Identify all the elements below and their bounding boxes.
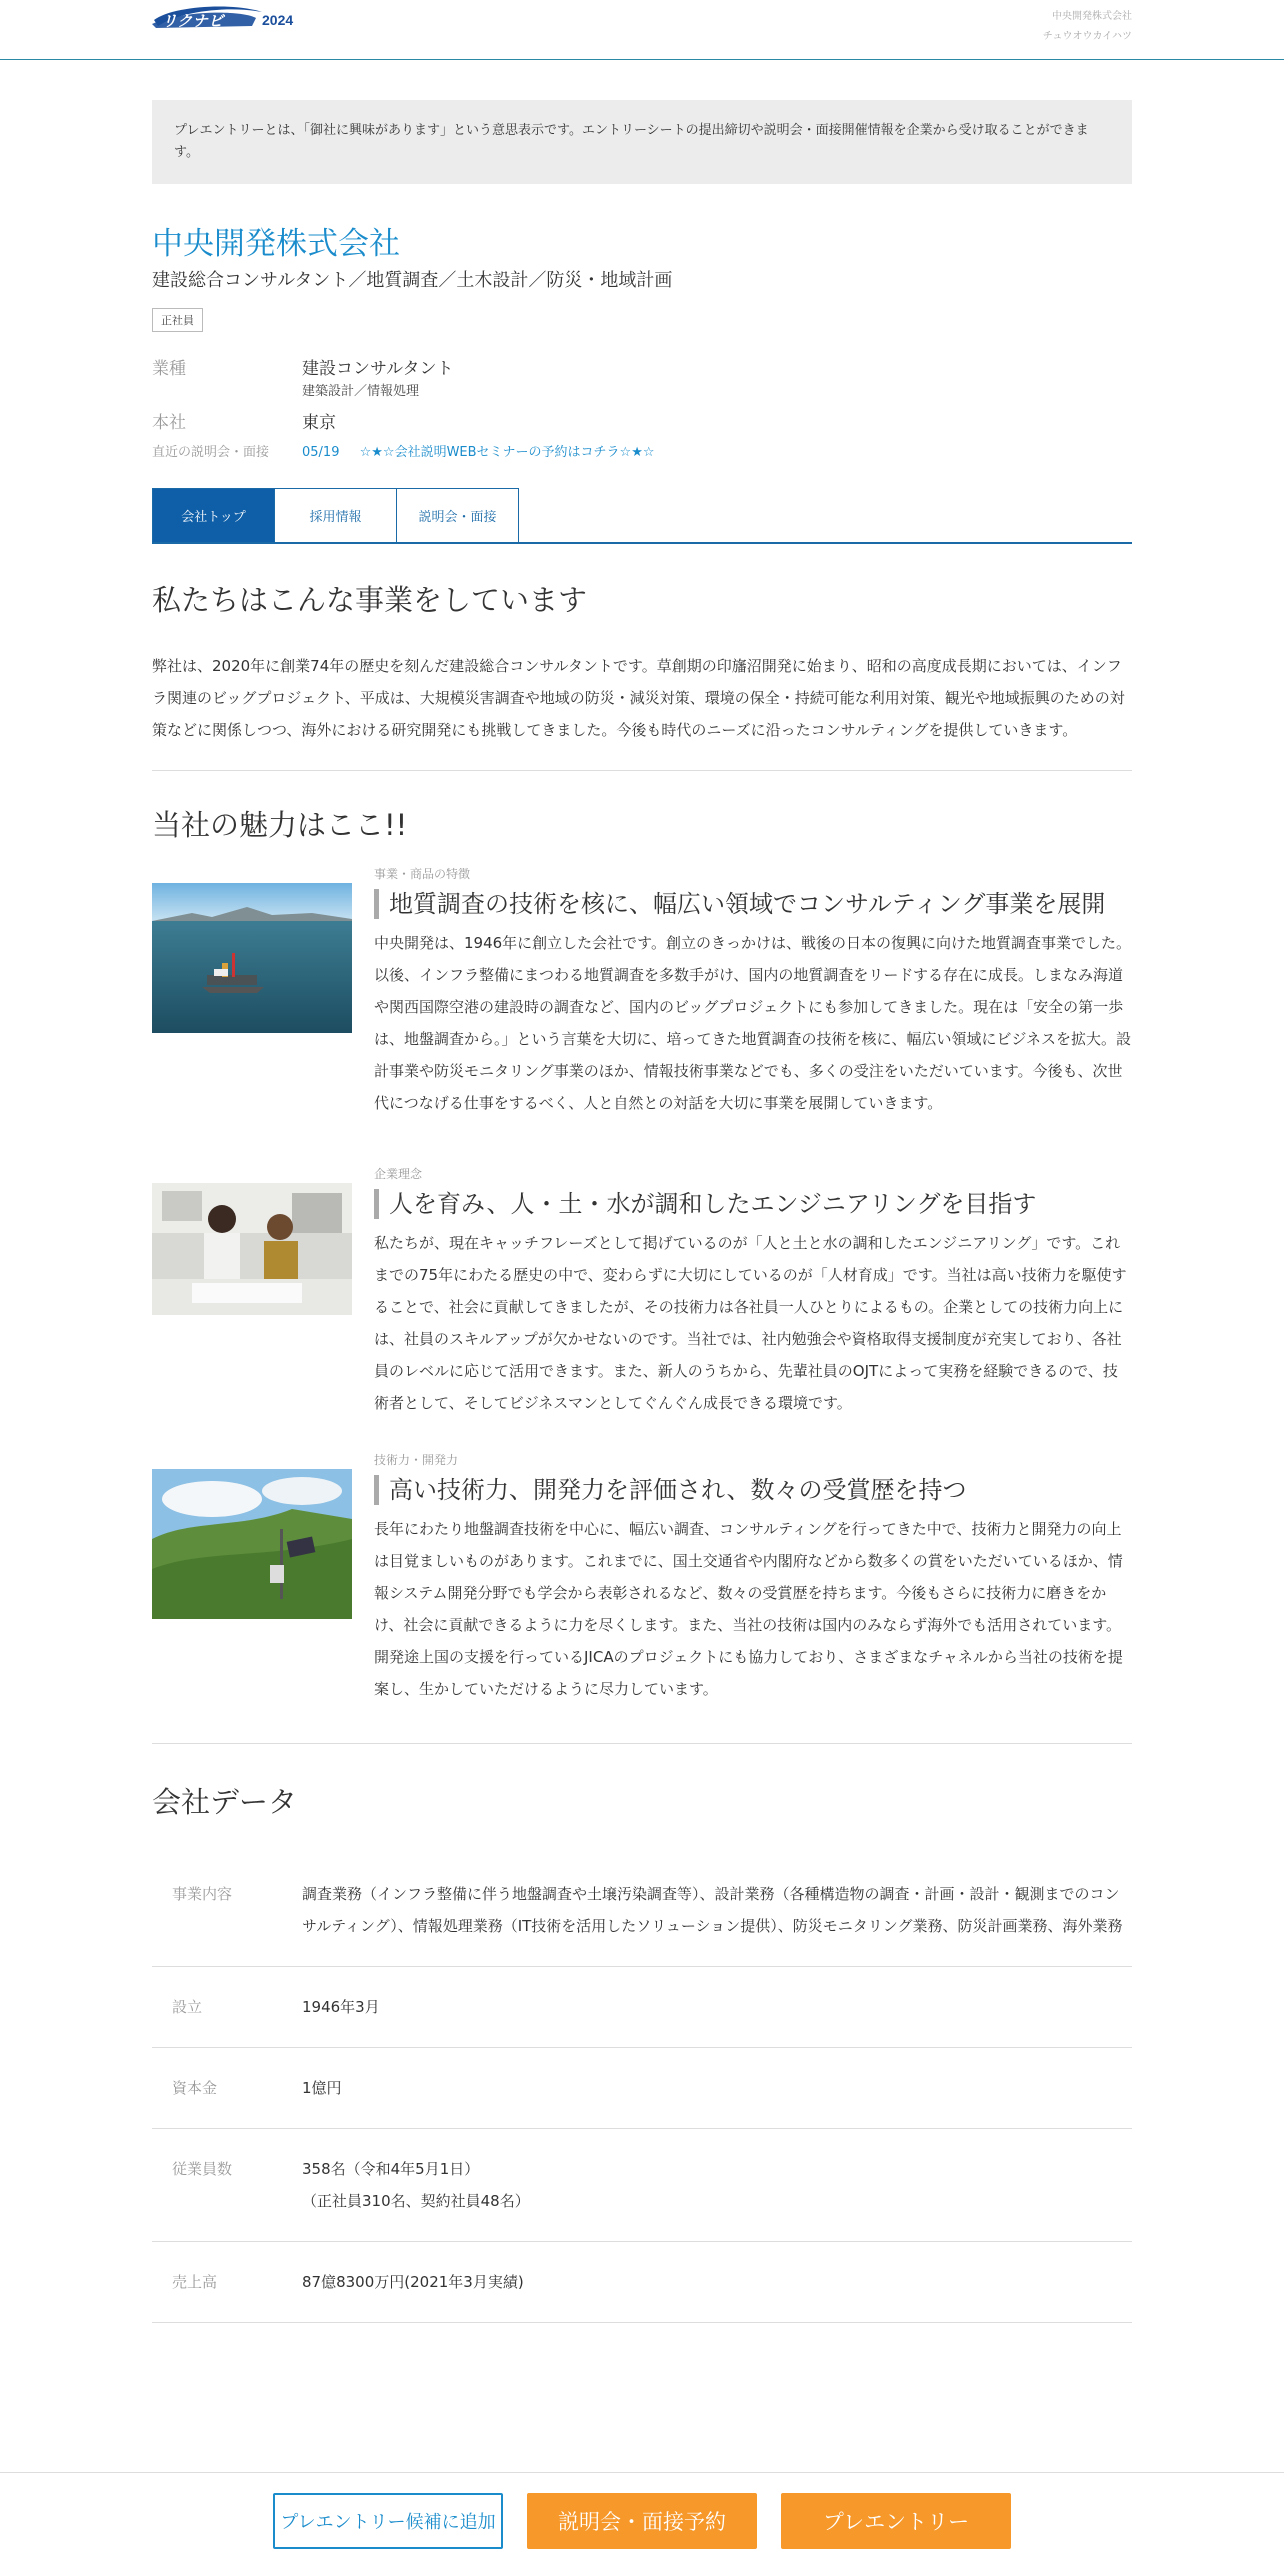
- row-value: 1946年3月: [302, 1998, 380, 2016]
- seminar-link[interactable]: [302, 440, 1132, 466]
- seminar-reservation-button[interactable]: 説明会・面接予約: [527, 2493, 757, 2549]
- company-name: 中央開発株式会社: [152, 226, 400, 262]
- pre-entry-notice: プレエントリーとは、「御社に興味があります」という意思表示です。エントリーシートの提出締切や説明会・面接開催情報を企業から受け取ることができます。: [152, 100, 1132, 184]
- appeal-category: 技術力・開発力: [374, 1453, 459, 1467]
- site-header: [0, 0, 1284, 60]
- industry-label: 業種: [152, 359, 186, 379]
- company-tabs: [152, 488, 1132, 544]
- seminar-text: ☆★☆会社説明WEBセミナーの予約はコチラ☆★☆: [359, 445, 655, 460]
- employment-type-badge: 正社員: [152, 308, 203, 332]
- seminar-row: [152, 440, 1132, 466]
- action-bar: [0, 2472, 1284, 2568]
- business-heading: 私たちはこんな事業をしています: [152, 583, 588, 617]
- appeal-item: [152, 865, 1132, 1119]
- logo-text: リクナビ: [162, 13, 224, 30]
- industry-sub: 建築設計／情報処理: [302, 384, 420, 399]
- row-label: 設立: [172, 1998, 203, 2016]
- appeal-section: [152, 805, 1132, 1705]
- business-text: 弊社は、2020年に創業74年の歴史を刻んだ建設総合コンサルタントです。草創期の印旛沼開発に始まり、昭和の高度成長期においては、インフラ関連のビッグプロジェクト、平成は、大規模災害調査や地域の防災・減災対策、環境の保全・持続可能な利用対策、観光や地域振興のための対策などに関係しつつ、海外における研究開発にも挑戦してきました。今後も時代のニーズに沿ったコンサルティングを提供していきます。: [152, 657, 1125, 739]
- row-label: 従業員数: [172, 2160, 233, 2178]
- field-monitoring-photo: [152, 1469, 352, 1619]
- engineers-photo: [152, 1183, 352, 1315]
- row-label: 事業内容: [172, 1885, 233, 1903]
- row-value: 87億8300万円(2021年3月実績): [302, 2273, 524, 2291]
- appeal-title: 高い技術力、開発力を評価され、数々の受賞歴を持つ: [374, 1475, 1132, 1505]
- row-label: 資本金: [172, 2079, 218, 2097]
- appeal-text: 私たちが、現在キャッチフレーズとして掲げているのが「人と土と水の調和したエンジニアリング」です。これまでの75年にわたる歴史の中で、変わらずに大切にしているのが「人材育成」です。当社は高い技術力を駆使することで、社会に貢献してきましたが、その技術力は各社員一人ひとりによるもの。企業としての技術力向上には、社員のスキルアップが欠かせないのです。当社では、社内勉強会や資格取得支援制度が充実しており、各社員のレベルに応じて活用できます。また、新人のうちから、先輩社員のOJTによって実務を経験できるので、技術者として、そしてビジネスマンとしてぐんぐん成長できる環境です。: [374, 1234, 1127, 1412]
- table-row: [152, 2129, 1132, 2242]
- logo-year: 2024: [262, 12, 294, 28]
- main-content: [152, 100, 1132, 2323]
- row-value-sub: （正社員310名、契約社員48名）: [302, 2192, 530, 2210]
- divider: [152, 770, 1132, 771]
- company-meta: [152, 356, 1132, 466]
- row-value: 358名（令和4年5月1日）: [302, 2160, 480, 2178]
- seminar-date: 05/19: [302, 445, 340, 460]
- site-logo[interactable]: [152, 4, 302, 32]
- drilling-ship-photo: [152, 883, 352, 1033]
- header-company: [1043, 7, 1132, 47]
- seminar-label: 直近の説明会・面接: [152, 445, 270, 460]
- company-subtitle: 建設総合コンサルタント／地質調査／土木設計／防災・地域計画: [152, 270, 673, 291]
- divider: [152, 1743, 1132, 1744]
- header-company-name: 中央開発株式会社: [1052, 11, 1132, 22]
- business-section: [152, 580, 1132, 746]
- appeal-item: [152, 1451, 1132, 1705]
- company-data-heading: 会社データ: [152, 1785, 298, 1819]
- appeal-text: 長年にわたり地盤調査技術を中心に、幅広い調査、コンサルティングを行ってきた中で、技術力と開発力の向上は目覚ましいものがあります。これまでに、国土交通省や内閣府などから数多くの賞をいただいているほか、情報システム開発分野でも学会から表彰されるなど、数々の受賞歴を持ちます。今後もさらに技術力に磨きをかけ、社会に貢献できるように力を尽くします。また、当社の技術は国内のみならず海外でも活用されています。開発途上国の支援を行っているJICAのプロジェクトにも協力しており、さまざまなチャネルから当社の技術を提案し、生かしていただけるように尽力しています。: [374, 1520, 1123, 1698]
- table-row: [152, 1854, 1132, 1967]
- row-value: 調査業務（インフラ整備に伴う地盤調査や土壌汚染調査等）、設計業務（各種構造物の調査・計画・設計・観測までのコンサルティング）、情報処理業務（IT技術を活用したソリューション提供）、防災モニタリング業務、防災計画業務、海外業務: [302, 1885, 1123, 1935]
- header-company-kana: チュウオウカイハツ: [1042, 31, 1132, 42]
- add-pre-entry-candidate-button[interactable]: プレエントリー候補に追加: [273, 2493, 503, 2549]
- pre-entry-button[interactable]: プレエントリー: [781, 2493, 1011, 2549]
- table-row: [152, 2048, 1132, 2129]
- tab-company-top[interactable]: 会社トップ: [152, 488, 275, 542]
- row-value: 1億円: [302, 2079, 342, 2097]
- industry-row: [152, 356, 1132, 410]
- tab-recruitment-info[interactable]: 採用情報: [274, 488, 397, 542]
- tab-seminar-interview[interactable]: 説明会・面接: [396, 488, 519, 542]
- appeal-category: 企業理念: [374, 1167, 423, 1181]
- company-data-section: [152, 1782, 1132, 2323]
- appeal-item: [152, 1165, 1132, 1419]
- appeal-title: 人を育み、人・土・水が調和したエンジニアリングを目指す: [374, 1189, 1132, 1219]
- industry-main: 建設コンサルタント: [302, 359, 454, 379]
- appeal-title: 地質調査の技術を核に、幅広い領域でコンサルティング事業を展開: [374, 889, 1132, 919]
- appeal-heading: 当社の魅力はここ!!: [152, 808, 408, 842]
- appeal-text: 中央開発は、1946年に創立した会社です。創立のきっかけは、戦後の日本の復興に向けた地質調査事業でした。以後、インフラ整備にまつわる地質調査を多数手がけ、国内の地質調査をリードする存在に成長。しまなみ海道や関西国際空港の建設時の調査など、国内のビッグプロジェクトにも参加してきました。現在は「安全の第一歩は、地盤調査から。」という言葉を大切に、培ってきた地質調査の技術を核に、幅広い領域にビジネスを拡大。設計事業や防災モニタリング事業のほか、情報技術事業などでも、多くの受注をいただいています。今後も、次世代につなげる仕事をするべく、人と自然との対話を大切に事業を展開していきます。: [374, 934, 1132, 1112]
- hq-label: 本社: [152, 413, 186, 433]
- hq-row: [152, 410, 1132, 436]
- table-row: [152, 2242, 1132, 2323]
- company-data-table: [152, 1854, 1132, 2323]
- hq-value: 東京: [302, 413, 336, 433]
- appeal-category: 事業・商品の特徴: [374, 867, 471, 881]
- table-row: [152, 1967, 1132, 2048]
- row-label: 売上高: [172, 2273, 218, 2291]
